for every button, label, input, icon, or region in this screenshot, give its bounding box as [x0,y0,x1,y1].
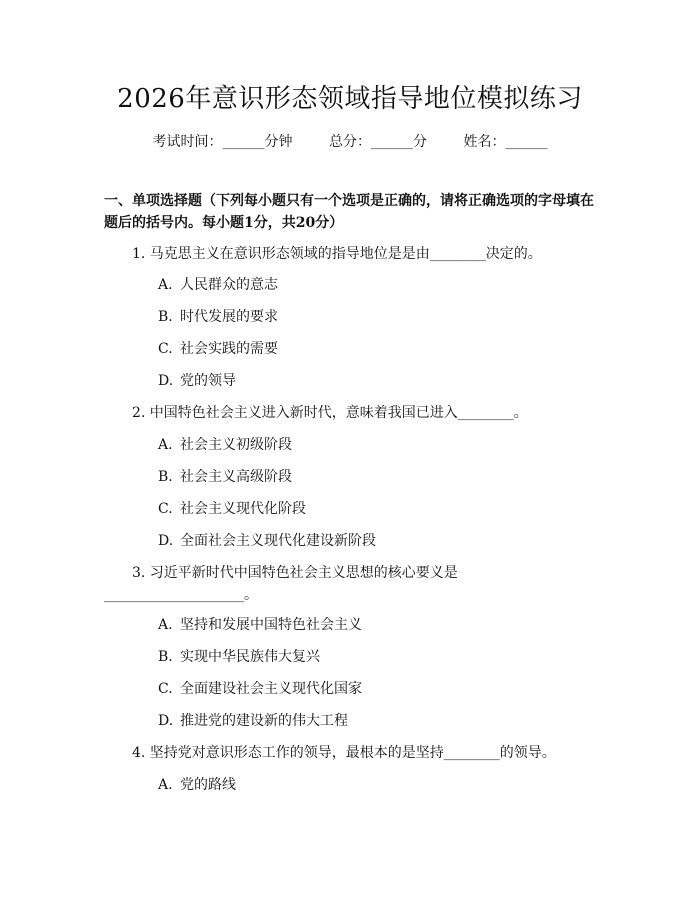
page-title: 2026年意识形态领域指导地位模拟练习 [117,84,583,114]
total-score-field: 总分：______分 [329,134,427,150]
option-text: 实现中华民族伟大复兴 [180,649,320,665]
option-letter: B. [158,469,173,485]
question-1-option-d [158,371,236,391]
option-text: 人民群众的意志 [180,277,278,293]
exam-time-field: 考试时间：______分钟 [152,134,293,150]
option-letter: A. [158,277,173,293]
option-text: 推进党的建设新的伟大工程 [180,713,348,729]
option-text: 时代发展的要求 [180,309,278,325]
option-text: 社会实践的需要 [180,341,278,357]
option-letter: D. [158,713,174,729]
question-3-option-b [158,647,320,667]
section-heading: 一、单项选择题（下列每小题只有一个选项是正确的，请将正确选项的字母填在题后的括号内。每小题1分，共20分） [104,193,594,231]
question-3-option-c [158,679,362,699]
option-letter: B. [158,649,173,665]
option-text: 社会主义现代化阶段 [180,501,306,517]
question-2-option-a [158,435,292,455]
option-text: 社会主义高级阶段 [180,469,292,485]
option-letter: A. [158,617,173,633]
option-text: 社会主义初级阶段 [180,437,292,453]
question-2-option-b [158,467,292,487]
option-letter: C. [158,681,173,697]
option-letter: A. [158,777,173,793]
question-3-text: 3. 习近平新时代中国特色社会主义思想的核心要义是 [132,565,458,581]
question-1-option-a [158,275,278,295]
option-text: 党的路线 [180,777,236,793]
option-text: 坚持和发展中国特色社会主义 [180,617,362,633]
question-1-option-c [158,339,278,359]
question-4-option-a [158,775,236,795]
option-letter: C. [158,501,173,517]
option-text: 全面建设社会主义现代化国家 [180,681,362,697]
question-1-text: 1. 马克思主义在意识形态领域的指导地位是是由________决定的。 [132,246,542,262]
option-letter: D. [158,533,174,549]
question-3-blank-line: ____________________。 [104,587,258,603]
option-letter: B. [158,309,173,325]
option-letter: D. [158,373,174,389]
question-3-option-d [158,711,348,731]
name-field: 姓名：______ [463,134,548,150]
question-2-option-d [158,531,376,551]
question-1-option-b [158,307,278,327]
question-2-option-c [158,499,306,519]
option-letter: A. [158,437,173,453]
option-letter: C. [158,341,173,357]
question-4-text: 4. 坚持党对意识形态工作的领导，最根本的是坚持________的领导。 [132,745,556,761]
option-text: 党的领导 [180,373,236,389]
question-2-text: 2. 中国特色社会主义进入新时代，意味着我国已进入________。 [132,405,528,421]
question-3-option-a [158,615,362,635]
exam-info-line [0,132,700,152]
option-text: 全面社会主义现代化建设新阶段 [180,533,376,549]
